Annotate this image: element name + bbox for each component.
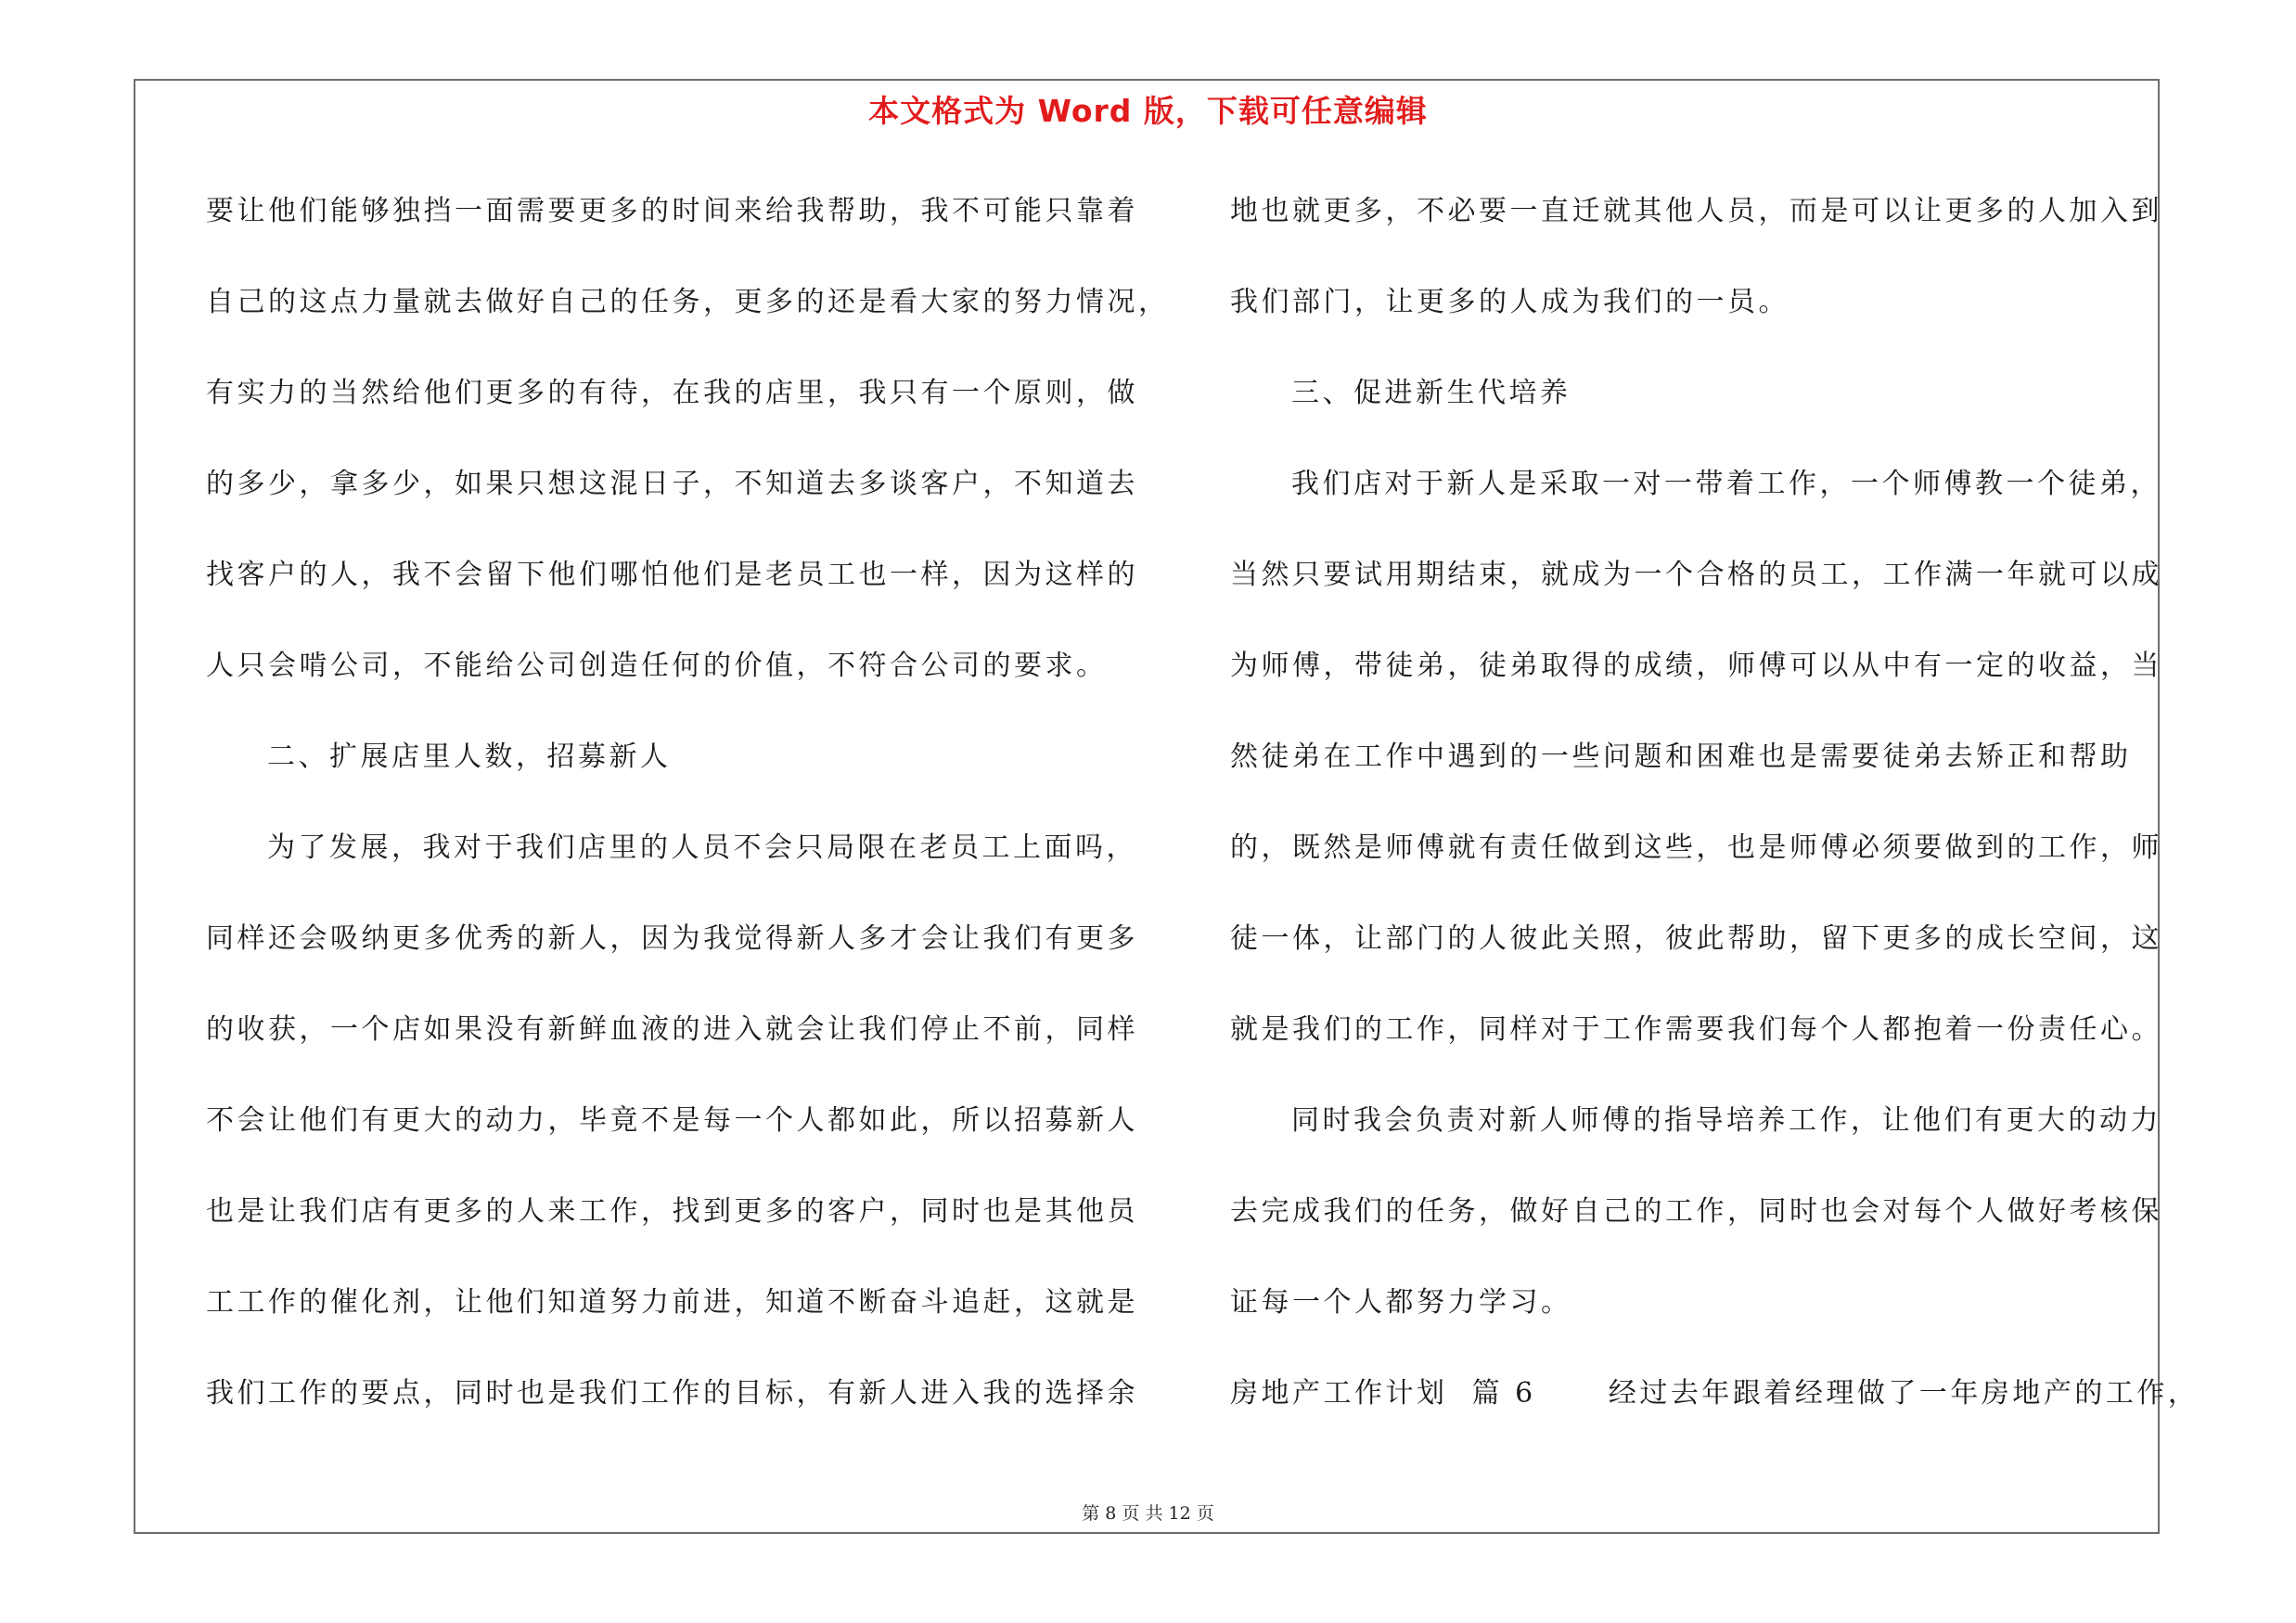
section-heading: 二、扩展店里人数，招募新人 [267,741,672,773]
right-text-column [1230,187,2200,1461]
text-line: 有实力的当然给他们更多的有待，在我的店里，我只有一个原则，做 [206,377,1138,409]
word-format-banner: 本文格式为 Word 版，下载可任意编辑 [868,93,1428,129]
text-line: 然徒弟在工作中遇到的一些问题和困难也是需要徒弟去矫正和帮助 [1230,741,2132,773]
text-line: 同时我会负责对新人师傅的指导培养工作，让他们有更大的动力 [1291,1104,2161,1137]
text-line: 也是让我们店有更多的人来工作，找到更多的客户，同时也是其他员 [206,1195,1138,1228]
text-line: 我们店对于新人是采取一对一带着工作，一个师傅教一个徒弟， [1291,468,2161,500]
text-line: 的多少，拿多少，如果只想这混日子，不知道去多谈客户，不知道去 [206,468,1138,500]
text-line: 找客户的人，我不会留下他们哪怕他们是老员工也一样，因为这样的 [206,559,1138,591]
text-line: 自己的这点力量就去做好自己的任务，更多的还是看大家的努力情况， [206,286,1170,318]
text-line: 证每一个人都努力学习。 [1230,1286,1572,1319]
text-line: 同样还会吸纳更多优秀的新人，因为我觉得新人多才会让我们有更多 [206,922,1138,955]
text-line: 就是我们的工作，同样对于工作需要我们每个人都抱着一份责任心。 [1230,1013,2162,1046]
text-line: 的收获，一个店如果没有新鲜血液的进入就会让我们停止不前，同样 [206,1013,1138,1046]
text-line: 去完成我们的任务，做好自己的工作，同时也会对每个人做好考核保 [1230,1195,2162,1228]
text-line: 地也就更多，不必要一直迁就其他人员，而是可以让更多的人加入到 [1230,195,2162,227]
text-line: 不会让他们有更大的动力，毕竟不是每一个人都如此，所以招募新人 [206,1104,1138,1137]
section-heading: 三、促进新生代培养 [1291,377,1571,409]
left-text-column [206,187,1170,1461]
text-line: 为了发展，我对于我们店里的人员不会只局限在老员工上面吗， [267,831,1137,864]
text-line: 当然只要试用期结束，就成为一个合格的员工，工作满一年就可以成 [1230,559,2162,591]
text-line: 的，既然是师傅就有责任做到这些，也是师傅必须要做到的工作，师 [1230,831,2162,864]
text-line: 徒一体，让部门的人彼此关照，彼此帮助，留下更多的成长空间，这 [1230,922,2162,955]
page-number-footer: 第 8 页 共 12 页 [1082,1503,1214,1524]
text-line: 房地产工作计划 篇 6 经过去年跟着经理做了一年房地产的工作， [1230,1377,2200,1410]
text-line: 我们部门，让更多的人成为我们的一员。 [1230,286,1789,318]
text-line: 人只会啃公司，不能给公司创造任何的价值，不符合公司的要求。 [206,650,1108,682]
text-line: 要让他们能够独挡一面需要更多的时间来给我帮助，我不可能只靠着 [206,195,1138,227]
text-line: 工工作的催化剂，让他们知道努力前进，知道不断奋斗追赶，这就是 [206,1286,1138,1319]
text-line: 我们工作的要点，同时也是我们工作的目标，有新人进入我的选择余 [206,1377,1138,1410]
text-line: 为师傅，带徒弟，徒弟取得的成绩，师傅可以从中有一定的收益，当 [1230,650,2162,682]
